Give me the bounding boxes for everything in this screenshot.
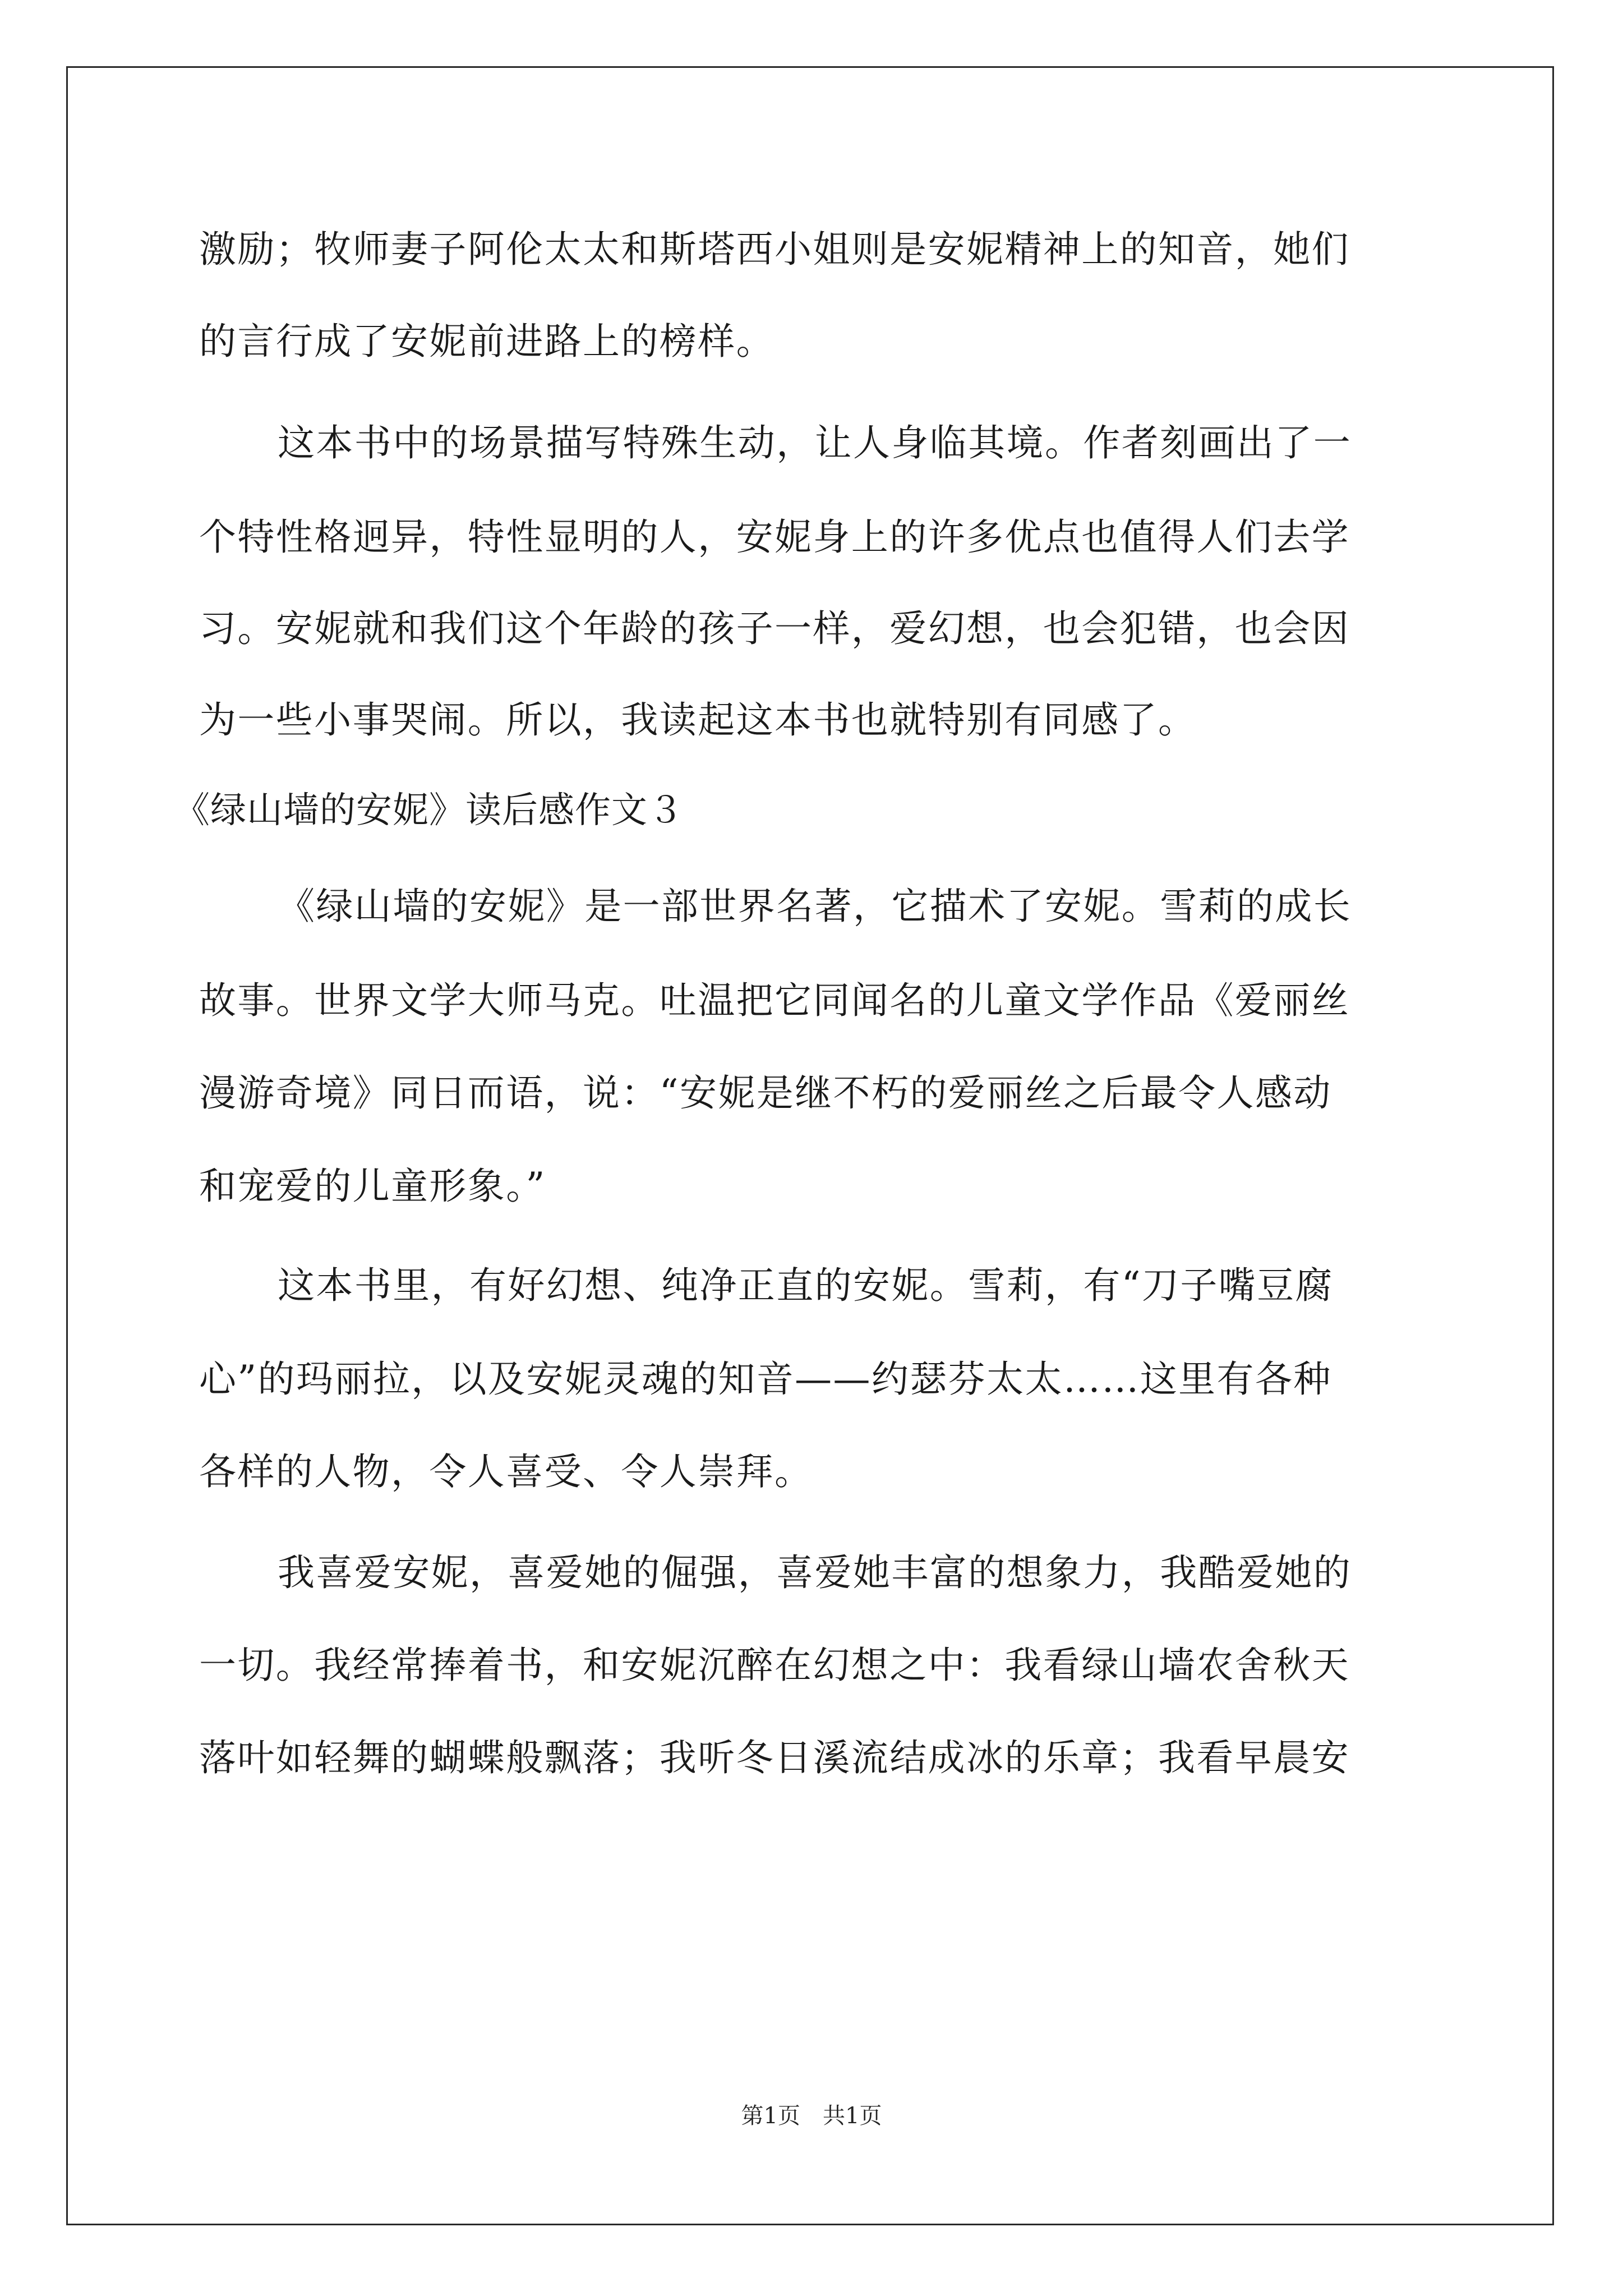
paragraph-line: 和宠爱的儿童形象。” [199, 1165, 546, 1208]
paragraph-line: 习。安妮就和我们这个年龄的孩子一样，爱幻想，也会犯错，也会因 [199, 607, 1350, 650]
paragraph-line: 各样的人物，令人喜受、令人崇拜。 [199, 1450, 813, 1493]
paragraph-line: 心”的玛丽拉，以及安妮灵魂的知音——约瑟芬太太……这里有各种 [199, 1358, 1332, 1401]
page-number-footer: 第1页 共1页 [741, 2103, 882, 2129]
paragraph-line: 的言行成了安妮前进路上的榜样。 [199, 320, 774, 363]
paragraph-line: 落叶如轻舞的蝴蝶般飘落；我听冬日溪流结成冰的乐章；我看早晨安 [199, 1736, 1350, 1779]
paragraph-line: 个特性格迥异，特性显明的人，安妮身上的许多优点也值得人们去学 [199, 516, 1350, 559]
paragraph-line: 这本书里，有好幻想、纯净正直的安妮。雪莉，有“刀子嘴豆腐 [278, 1264, 1334, 1307]
paragraph-line: 为一些小事哭闹。所以，我读起这本书也就特别有同感了。 [199, 698, 1197, 742]
paragraph-line: 激励；牧师妻子阿伦太太和斯塔西小姐则是安妮精神上的知音，她们 [199, 228, 1350, 271]
section-heading: 《绿山墙的安妮》读后感作文３ [174, 790, 684, 831]
page-border [66, 66, 1554, 2225]
paragraph-line: 这本书中的场景描写特殊生动，让人身临其境。作者刻画出了一 [278, 421, 1352, 464]
paragraph-line: 故事。世界文学大师马克。吐温把它同闻名的儿童文学作品《爱丽丝 [199, 979, 1350, 1022]
paragraph-line: 漫游奇境》同日而语，说：“安妮是继不朽的爱丽丝之后最令人感动 [199, 1071, 1332, 1115]
paragraph-line: 我喜爱安妮，喜爱她的倔强，喜爱她丰富的想象力，我酷爱她的 [278, 1551, 1352, 1594]
paragraph-line: 《绿山墙的安妮》是一部世界名著，它描术了安妮。雪莉的成长 [278, 885, 1352, 928]
paragraph-line: 一切。我经常捧着书，和安妮沉醉在幻想之中：我看绿山墙农舍秋天 [199, 1644, 1350, 1687]
